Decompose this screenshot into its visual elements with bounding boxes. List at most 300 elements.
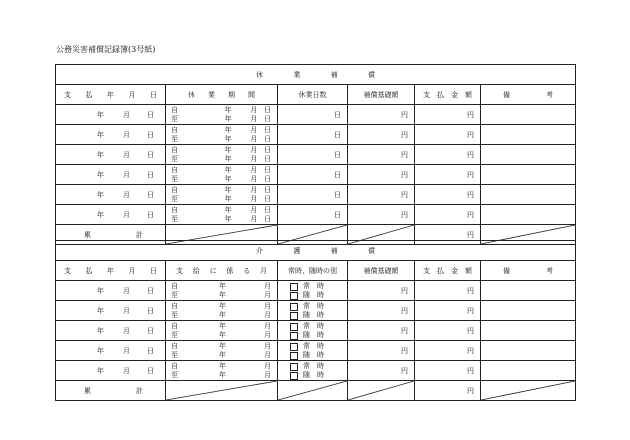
option-char: 時 bbox=[317, 341, 324, 350]
year-label: 年 bbox=[219, 350, 226, 359]
pay-date-field[interactable] bbox=[56, 125, 166, 145]
year-label: 年 bbox=[224, 166, 232, 174]
to-label: 至 bbox=[171, 194, 178, 203]
period-block bbox=[166, 145, 277, 164]
month-label: 月 bbox=[250, 174, 258, 183]
pay-date-ymd bbox=[56, 306, 165, 316]
period-from-row bbox=[166, 322, 277, 331]
remarks-field[interactable] bbox=[481, 205, 576, 225]
table-row bbox=[56, 321, 576, 341]
paid-amount-field[interactable]: 円 bbox=[415, 301, 481, 321]
from-label: 自 bbox=[171, 186, 178, 194]
leave-period-field[interactable] bbox=[166, 165, 278, 185]
period-block bbox=[166, 205, 277, 224]
month-label: 月 bbox=[123, 170, 130, 179]
base-amount-field[interactable]: 円 bbox=[348, 125, 415, 145]
pay-date-field[interactable] bbox=[56, 185, 166, 205]
leave-days-field[interactable]: 日 bbox=[278, 145, 348, 165]
day-label: 日 bbox=[264, 166, 271, 174]
remarks-field[interactable] bbox=[481, 301, 576, 321]
year-label: 年 bbox=[224, 154, 232, 163]
period-block bbox=[166, 301, 277, 320]
from-label: 自 bbox=[171, 106, 178, 114]
year-label: 年 bbox=[219, 330, 226, 339]
month-label: 月 bbox=[264, 342, 271, 350]
to-label: 至 bbox=[171, 114, 178, 123]
leave-period-field[interactable] bbox=[166, 185, 278, 205]
period-from-row bbox=[166, 126, 277, 135]
header-leave-days: 休業日数 bbox=[278, 85, 348, 105]
pay-date-ymd bbox=[56, 190, 165, 200]
leave-days-field[interactable]: 日 bbox=[278, 205, 348, 225]
period-block bbox=[166, 125, 277, 144]
paid-amount-field[interactable]: 円 bbox=[415, 205, 481, 225]
period-block bbox=[166, 321, 277, 340]
header-constant-or-occasional: 常時、随時の別 bbox=[278, 261, 348, 281]
base-amount-field[interactable]: 円 bbox=[348, 321, 415, 341]
year-label: 年 bbox=[97, 306, 104, 315]
occasional-option[interactable] bbox=[278, 331, 347, 340]
to-label: 至 bbox=[171, 154, 178, 163]
pay-date-field[interactable] bbox=[56, 105, 166, 125]
paid-amount-field[interactable]: 円 bbox=[415, 341, 481, 361]
year-label: 年 bbox=[219, 282, 226, 290]
leave-days-field[interactable]: 日 bbox=[278, 105, 348, 125]
base-amount-field[interactable]: 円 bbox=[348, 301, 415, 321]
checkbox[interactable] bbox=[290, 343, 298, 351]
header-char: 間 bbox=[248, 90, 255, 99]
day-label: 日 bbox=[264, 154, 271, 163]
day-label: 日 bbox=[264, 146, 271, 154]
checkbox[interactable] bbox=[290, 372, 298, 380]
period-to-row bbox=[166, 175, 277, 184]
header-base-amount: 補償基礎額 bbox=[348, 85, 415, 105]
to-label: 至 bbox=[171, 310, 178, 319]
from-label: 自 bbox=[171, 146, 178, 154]
checkbox-block bbox=[278, 281, 347, 300]
pay-date-ymd bbox=[56, 130, 165, 140]
checkbox[interactable] bbox=[290, 292, 298, 300]
pay-date-ymd bbox=[56, 210, 165, 220]
header-char: 考 bbox=[546, 90, 553, 99]
option-char: 常 bbox=[303, 321, 310, 330]
year-label: 年 bbox=[219, 370, 226, 379]
remarks-field[interactable] bbox=[481, 281, 576, 301]
paid-amount-field[interactable]: 円 bbox=[415, 281, 481, 301]
from-label: 自 bbox=[171, 166, 178, 174]
payment-month-field[interactable] bbox=[166, 281, 278, 301]
header-char: 年 bbox=[107, 266, 114, 275]
period-block bbox=[166, 281, 277, 300]
day-label: 日 bbox=[264, 206, 271, 214]
year-label: 年 bbox=[224, 114, 232, 123]
paid-amount-field[interactable]: 円 bbox=[415, 361, 481, 381]
pay-date-field[interactable] bbox=[56, 145, 166, 165]
total-label-char: 計 bbox=[136, 230, 143, 239]
leave-compensation-table bbox=[55, 64, 576, 245]
year-label: 年 bbox=[97, 150, 104, 159]
checkbox[interactable] bbox=[290, 303, 298, 311]
month-label: 月 bbox=[250, 126, 258, 134]
month-label: 月 bbox=[264, 370, 271, 379]
pay-date-field[interactable] bbox=[56, 165, 166, 185]
month-label: 月 bbox=[264, 350, 271, 359]
day-label: 日 bbox=[264, 194, 271, 203]
base-amount-field[interactable]: 円 bbox=[348, 165, 415, 185]
table-row bbox=[56, 361, 576, 381]
constant-occasional-field bbox=[278, 341, 348, 361]
pay-date-field[interactable] bbox=[56, 205, 166, 225]
total-diagonal-cell bbox=[348, 381, 415, 401]
day-label: 日 bbox=[147, 326, 154, 335]
header-char: 額 bbox=[465, 266, 472, 275]
day-label: 日 bbox=[147, 150, 154, 159]
month-label: 月 bbox=[264, 282, 271, 290]
remarks-field[interactable] bbox=[481, 361, 576, 381]
total-amount-field[interactable]: 円 bbox=[415, 381, 481, 401]
total-diagonal-cell bbox=[166, 381, 278, 401]
pay-date-ymd bbox=[56, 366, 165, 376]
year-label: 年 bbox=[224, 186, 232, 194]
option-char: 時 bbox=[317, 321, 324, 330]
header-char: 期 bbox=[228, 90, 235, 99]
remarks-field[interactable] bbox=[481, 125, 576, 145]
checkbox-block bbox=[278, 341, 347, 360]
option-char: 時 bbox=[317, 330, 324, 339]
payment-month-field[interactable] bbox=[166, 301, 278, 321]
year-label: 年 bbox=[97, 366, 104, 375]
base-amount-field[interactable]: 円 bbox=[348, 145, 415, 165]
period-block bbox=[166, 341, 277, 360]
remarks-field[interactable] bbox=[481, 185, 576, 205]
month-label: 月 bbox=[250, 186, 258, 194]
period-to-row bbox=[166, 311, 277, 320]
option-char: 随 bbox=[303, 330, 310, 339]
checkbox-block bbox=[278, 361, 347, 380]
header-char: に bbox=[209, 266, 217, 275]
payment-month-field[interactable] bbox=[166, 321, 278, 341]
from-label: 自 bbox=[171, 302, 178, 310]
day-label: 日 bbox=[147, 190, 154, 199]
checkbox[interactable] bbox=[290, 363, 298, 371]
period-to-row bbox=[166, 371, 277, 380]
header-char: 月 bbox=[128, 90, 136, 99]
table-row bbox=[56, 281, 576, 301]
header-pay-date bbox=[56, 261, 166, 281]
period-block bbox=[166, 185, 277, 204]
period-from-row bbox=[166, 342, 277, 351]
header-payment-month bbox=[166, 261, 278, 281]
year-label: 年 bbox=[97, 286, 104, 295]
table-row bbox=[56, 205, 576, 225]
base-amount-field[interactable]: 円 bbox=[348, 361, 415, 381]
month-label: 月 bbox=[264, 310, 271, 319]
header-char: 給 bbox=[192, 266, 200, 275]
period-from-row bbox=[166, 186, 277, 195]
month-label: 月 bbox=[123, 150, 130, 159]
header-char: 払 bbox=[85, 266, 93, 275]
constant-occasional-field bbox=[278, 321, 348, 341]
total-diagonal-cell bbox=[481, 381, 576, 401]
year-label: 年 bbox=[97, 210, 104, 219]
period-to-row bbox=[166, 351, 277, 360]
constant-option[interactable] bbox=[278, 322, 347, 331]
to-label: 至 bbox=[171, 330, 178, 339]
header-char: 年 bbox=[107, 90, 114, 99]
day-label: 日 bbox=[147, 306, 154, 315]
occasional-option[interactable] bbox=[278, 291, 347, 300]
month-label: 月 bbox=[123, 190, 130, 199]
period-from-row bbox=[166, 302, 277, 311]
header-char: 休 bbox=[188, 90, 195, 99]
checkbox[interactable] bbox=[290, 312, 298, 320]
month-label: 月 bbox=[123, 366, 130, 375]
year-label: 年 bbox=[224, 146, 232, 154]
total-label bbox=[56, 381, 166, 401]
pay-date-ymd bbox=[56, 170, 165, 180]
checkbox[interactable] bbox=[290, 352, 298, 360]
leave-period-field[interactable] bbox=[166, 145, 278, 165]
option-char: 常 bbox=[303, 341, 310, 350]
paid-amount-field[interactable]: 円 bbox=[415, 125, 481, 145]
day-label: 日 bbox=[147, 366, 154, 375]
from-label: 自 bbox=[171, 322, 178, 330]
leave-period-field[interactable] bbox=[166, 205, 278, 225]
period-to-row bbox=[166, 115, 277, 124]
day-label: 日 bbox=[264, 174, 271, 183]
option-char: 随 bbox=[303, 290, 310, 299]
paid-amount-field[interactable]: 円 bbox=[415, 185, 481, 205]
period-block bbox=[166, 361, 277, 380]
base-amount-field[interactable]: 円 bbox=[348, 281, 415, 301]
header-char: 備 bbox=[503, 90, 510, 99]
day-label: 日 bbox=[147, 170, 154, 179]
month-label: 月 bbox=[123, 110, 130, 119]
checkbox-block bbox=[278, 301, 347, 320]
period-to-row bbox=[166, 135, 277, 144]
period-to-row bbox=[166, 195, 277, 204]
header-char: 日 bbox=[150, 90, 157, 99]
pay-date-ymd bbox=[56, 110, 165, 120]
header-char: 払 bbox=[437, 90, 444, 99]
option-char: 時 bbox=[317, 301, 324, 310]
remarks-field[interactable] bbox=[481, 321, 576, 341]
option-char: 随 bbox=[303, 370, 310, 379]
header-paid-amount bbox=[415, 85, 481, 105]
header-remarks bbox=[481, 85, 576, 105]
payment-month-field[interactable] bbox=[166, 361, 278, 381]
constant-occasional-field bbox=[278, 281, 348, 301]
header-char: 金 bbox=[451, 90, 458, 99]
checkbox[interactable] bbox=[290, 283, 298, 291]
day-label: 日 bbox=[147, 286, 154, 295]
day-label: 日 bbox=[147, 110, 154, 119]
pay-date-field[interactable] bbox=[56, 321, 166, 341]
base-amount-field[interactable]: 円 bbox=[348, 341, 415, 361]
leave-days-field[interactable]: 日 bbox=[278, 125, 348, 145]
year-label: 年 bbox=[224, 194, 232, 203]
header-char: 考 bbox=[546, 266, 553, 275]
remarks-field[interactable] bbox=[481, 105, 576, 125]
day-label: 日 bbox=[147, 130, 154, 139]
option-char: 時 bbox=[317, 290, 324, 299]
total-label-char: 計 bbox=[136, 386, 143, 395]
checkbox[interactable] bbox=[290, 323, 298, 331]
pay-date-field[interactable] bbox=[56, 301, 166, 321]
option-char: 時 bbox=[317, 370, 324, 379]
constant-option[interactable] bbox=[278, 302, 347, 311]
year-label: 年 bbox=[224, 106, 232, 114]
period-to-row bbox=[166, 215, 277, 224]
month-label: 月 bbox=[123, 210, 130, 219]
section-title-char: 介 bbox=[256, 246, 263, 255]
year-label: 年 bbox=[224, 214, 232, 223]
paid-amount-field[interactable]: 円 bbox=[415, 321, 481, 341]
month-label: 月 bbox=[250, 214, 258, 223]
occasional-option[interactable] bbox=[278, 351, 347, 360]
base-amount-field[interactable]: 円 bbox=[348, 105, 415, 125]
constant-option[interactable] bbox=[278, 282, 347, 291]
day-label: 日 bbox=[147, 346, 154, 355]
leave-days-field[interactable]: 日 bbox=[278, 165, 348, 185]
month-label: 月 bbox=[250, 114, 258, 123]
day-label: 日 bbox=[264, 214, 271, 223]
table-row bbox=[56, 145, 576, 165]
paid-amount-field[interactable]: 円 bbox=[415, 145, 481, 165]
option-char: 常 bbox=[303, 301, 310, 310]
month-label: 月 bbox=[264, 290, 271, 299]
leave-period-field[interactable] bbox=[166, 125, 278, 145]
from-label: 自 bbox=[171, 362, 178, 370]
year-label: 年 bbox=[97, 190, 104, 199]
leave-days-field[interactable]: 日 bbox=[278, 185, 348, 205]
period-block bbox=[166, 165, 277, 184]
base-amount-field[interactable]: 円 bbox=[348, 205, 415, 225]
constant-option[interactable] bbox=[278, 362, 347, 371]
header-char: 支 bbox=[423, 90, 430, 99]
section-title-char: 償 bbox=[367, 246, 375, 255]
constant-occasional-field bbox=[278, 361, 348, 381]
payment-month-field[interactable] bbox=[166, 341, 278, 361]
section-title-char: 償 bbox=[367, 70, 375, 79]
month-label: 月 bbox=[250, 134, 258, 143]
remarks-field[interactable] bbox=[481, 145, 576, 165]
section-title-char: 護 bbox=[293, 246, 301, 255]
year-label: 年 bbox=[224, 126, 232, 134]
year-label: 年 bbox=[97, 326, 104, 335]
year-label: 年 bbox=[224, 174, 232, 183]
to-label: 至 bbox=[171, 174, 178, 183]
year-label: 年 bbox=[224, 134, 232, 143]
year-label: 年 bbox=[219, 290, 226, 299]
month-label: 月 bbox=[250, 154, 258, 163]
period-from-row bbox=[166, 106, 277, 115]
header-char: 払 bbox=[437, 266, 444, 275]
month-label: 月 bbox=[123, 346, 130, 355]
year-label: 年 bbox=[219, 302, 226, 310]
header-char: 業 bbox=[208, 90, 215, 99]
year-label: 年 bbox=[97, 346, 104, 355]
option-char: 時 bbox=[317, 310, 324, 319]
option-char: 随 bbox=[303, 350, 310, 359]
total-label-char: 累 bbox=[84, 386, 91, 395]
period-from-row bbox=[166, 166, 277, 175]
header-char: 支 bbox=[176, 266, 183, 275]
from-label: 自 bbox=[171, 342, 178, 350]
header-char: 係 bbox=[226, 266, 234, 275]
paid-amount-field[interactable]: 円 bbox=[415, 105, 481, 125]
remarks-field[interactable] bbox=[481, 165, 576, 185]
day-label: 日 bbox=[264, 126, 271, 134]
year-label: 年 bbox=[219, 310, 226, 319]
year-label: 年 bbox=[219, 322, 226, 330]
constant-occasional-field bbox=[278, 301, 348, 321]
option-char: 時 bbox=[317, 281, 324, 290]
table-row bbox=[56, 165, 576, 185]
remarks-field[interactable] bbox=[481, 341, 576, 361]
header-char: 支 bbox=[64, 266, 71, 275]
pay-date-field[interactable] bbox=[56, 361, 166, 381]
period-from-row bbox=[166, 206, 277, 215]
year-label: 年 bbox=[219, 342, 226, 350]
period-block bbox=[166, 105, 277, 124]
nursing-section-title bbox=[56, 241, 576, 261]
to-label: 至 bbox=[171, 134, 178, 143]
header-char: 払 bbox=[85, 90, 93, 99]
table-row bbox=[56, 301, 576, 321]
leave-period-field[interactable] bbox=[166, 105, 278, 125]
month-label: 月 bbox=[264, 362, 271, 370]
day-label: 日 bbox=[264, 186, 271, 194]
day-label: 日 bbox=[147, 210, 154, 219]
month-label: 月 bbox=[250, 106, 258, 114]
period-to-row bbox=[166, 291, 277, 300]
constant-option[interactable] bbox=[278, 342, 347, 351]
period-from-row bbox=[166, 282, 277, 291]
period-to-row bbox=[166, 155, 277, 164]
paid-amount-field[interactable]: 円 bbox=[415, 165, 481, 185]
day-label: 日 bbox=[264, 106, 271, 114]
occasional-option[interactable] bbox=[278, 311, 347, 320]
to-label: 至 bbox=[171, 370, 178, 379]
checkbox[interactable] bbox=[290, 332, 298, 340]
pay-date-field[interactable] bbox=[56, 341, 166, 361]
leave-section-title bbox=[56, 65, 576, 85]
table-row bbox=[56, 185, 576, 205]
total-amount-field[interactable]: 円 bbox=[415, 225, 481, 245]
to-label: 至 bbox=[171, 290, 178, 299]
from-label: 自 bbox=[171, 126, 178, 134]
header-char: 月 bbox=[128, 266, 136, 275]
header-remarks bbox=[481, 261, 576, 281]
month-label: 月 bbox=[123, 326, 130, 335]
pay-date-field[interactable] bbox=[56, 281, 166, 301]
month-label: 月 bbox=[264, 322, 271, 330]
section-title-char: 業 bbox=[293, 70, 301, 79]
base-amount-field[interactable]: 円 bbox=[348, 185, 415, 205]
section-title-char: 補 bbox=[330, 70, 338, 79]
month-label: 月 bbox=[250, 206, 258, 214]
occasional-option[interactable] bbox=[278, 371, 347, 380]
option-char: 常 bbox=[303, 281, 310, 290]
from-label: 自 bbox=[171, 282, 178, 290]
pay-date-ymd bbox=[56, 150, 165, 160]
month-label: 月 bbox=[123, 130, 130, 139]
header-char: 金 bbox=[451, 266, 458, 275]
table-row bbox=[56, 125, 576, 145]
section-title-char: 補 bbox=[330, 246, 338, 255]
month-label: 月 bbox=[250, 194, 258, 203]
